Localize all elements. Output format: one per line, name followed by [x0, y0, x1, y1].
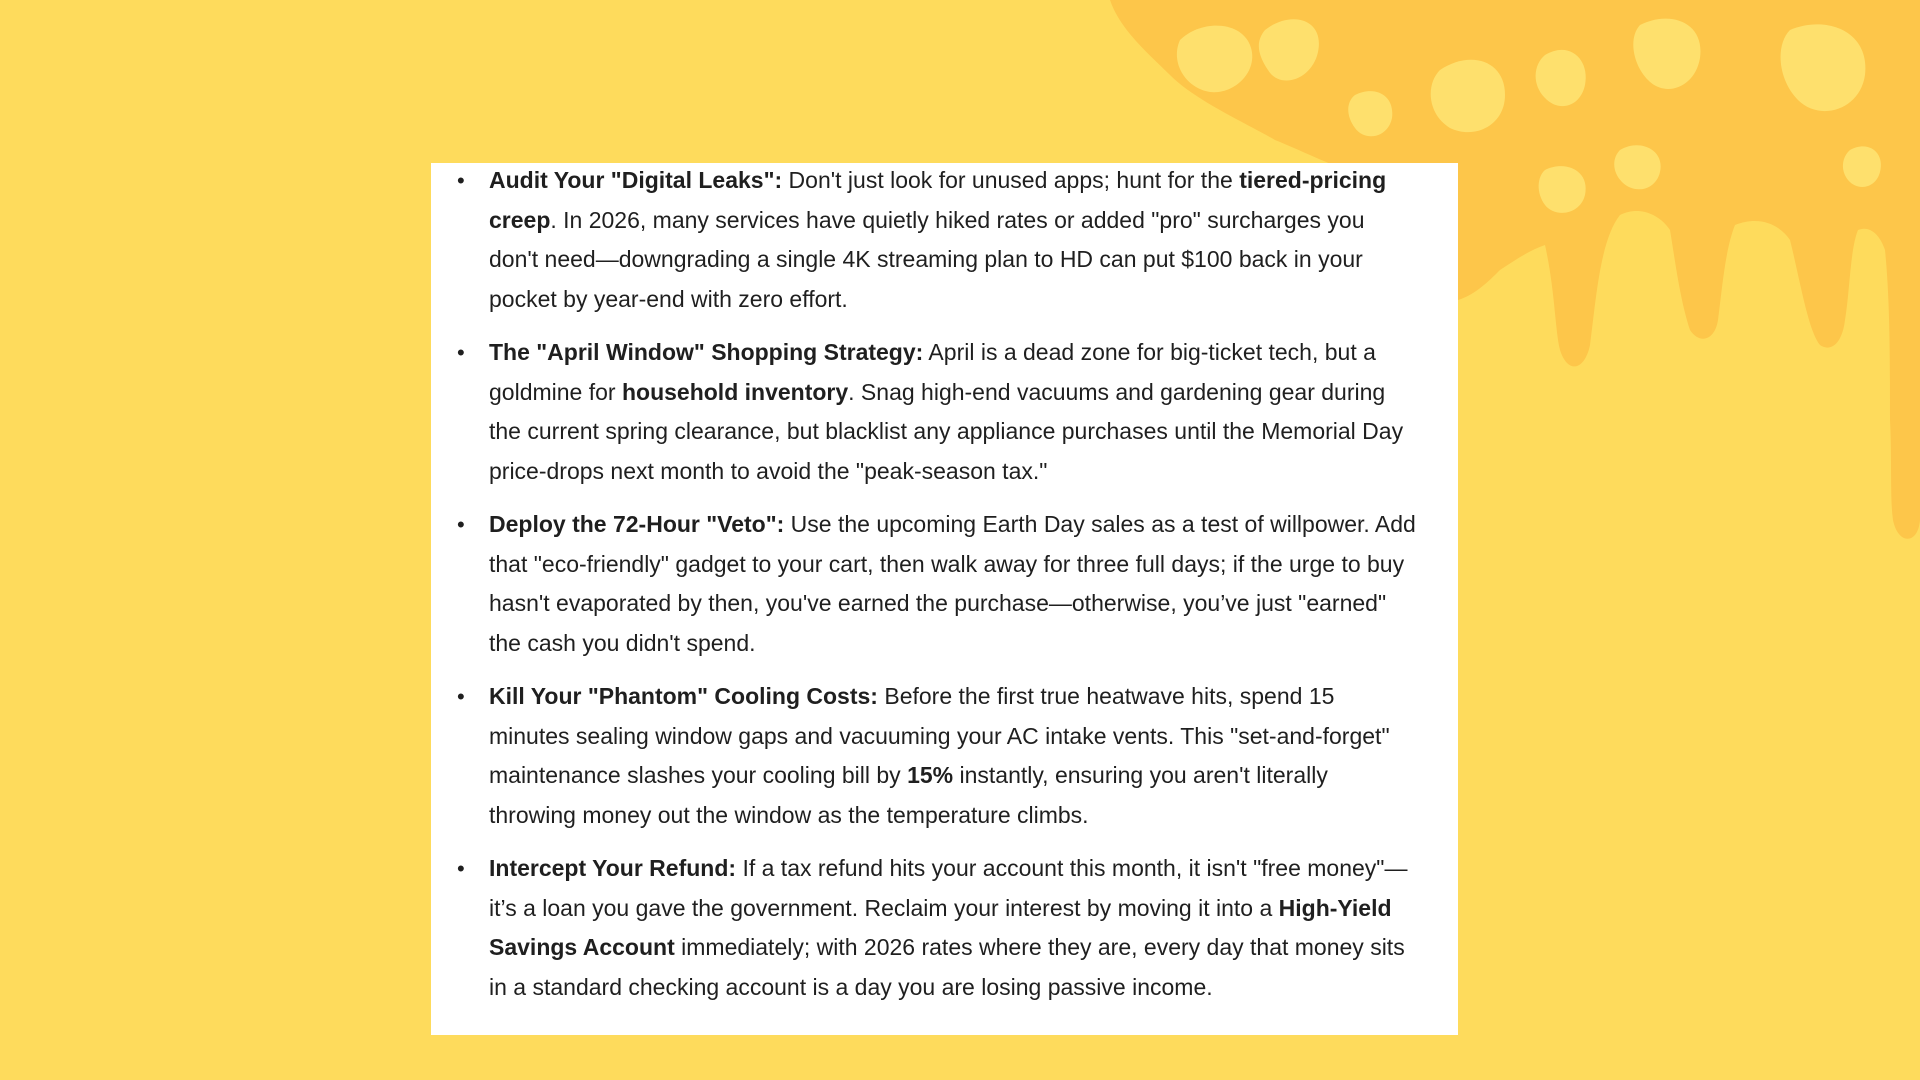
tip-text: Don't just look for unused apps; hunt for the: [782, 167, 1240, 193]
bullet-icon: •: [457, 168, 465, 193]
tip-text: . In 2026, many services have quietly hiked rates or added "pro" surcharges you don't need—downgrading a single 4K streaming plan to HD can put $100 back in your pocket by year-end with zero effort.: [489, 206, 1365, 312]
list-item: [431, 505, 1458, 663]
tip-emphasis: household inventory: [621, 378, 849, 405]
tip-emphasis: High-Yield Savings Account: [489, 894, 1392, 960]
tips-list: [431, 163, 1458, 1021]
bullet-icon: •: [457, 340, 465, 365]
tip-emphasis: 15%: [907, 762, 954, 788]
list-item: [431, 161, 1458, 319]
tip-title: Audit Your "Digital Leaks":: [489, 167, 783, 193]
list-item: [431, 677, 1458, 835]
list-item: [431, 333, 1458, 491]
tip-text: Before the first true heatwave hits, spend 15 minutes sealing window gaps and vacuuming your AC intake vents. This "set-and-forget" maintenance slashes your cooling bill by: [489, 683, 1390, 788]
content-card: [431, 163, 1458, 1035]
bullet-icon: •: [457, 684, 465, 709]
tip-text: April is a dead zone for big-ticket tech, but a goldmine for: [489, 339, 1376, 405]
tip-title: Intercept Your Refund:: [489, 855, 737, 881]
bullet-icon: •: [457, 512, 465, 537]
tip-text: instantly, ensuring you aren't literally throwing money out the window as the temperature climbs.: [489, 762, 1328, 828]
bullet-icon: •: [457, 856, 465, 881]
tip-text: If a tax refund hits your account this month, it isn't "free money"—it’s a loan you gave the government. Reclaim your interest by moving it into a: [489, 855, 1408, 921]
tip-emphasis: tiered-pricing creep: [489, 167, 1387, 233]
tip-title: The "April Window" Shopping Strategy:: [489, 339, 924, 365]
drip-highlight: [1431, 60, 1505, 132]
tip-text: . Snag high-end vacuums and gardening gear during the current spring clearance, but blacklist any appliance purchases until the Memorial Day price-drops next month to avoid the "peak-season tax.": [489, 378, 1404, 484]
tip-title: Deploy the 72-Hour "Veto":: [489, 511, 785, 537]
tip-title: Kill Your "Phantom" Cooling Costs:: [489, 683, 878, 709]
list-item: [431, 849, 1458, 1007]
tip-text: Use the upcoming Earth Day sales as a test of willpower. Add that "eco-friendly" gadget to your cart, then walk away for three full days; if the urge to buy hasn't evaporated by then, you've earned the purchase—otherwise, you’ve just "earned" the cash you didn't spend.: [489, 511, 1416, 656]
tip-text: immediately; with 2026 rates where they are, every day that money sits in a standard checking account is a day you are losing passive income.: [489, 934, 1405, 1000]
